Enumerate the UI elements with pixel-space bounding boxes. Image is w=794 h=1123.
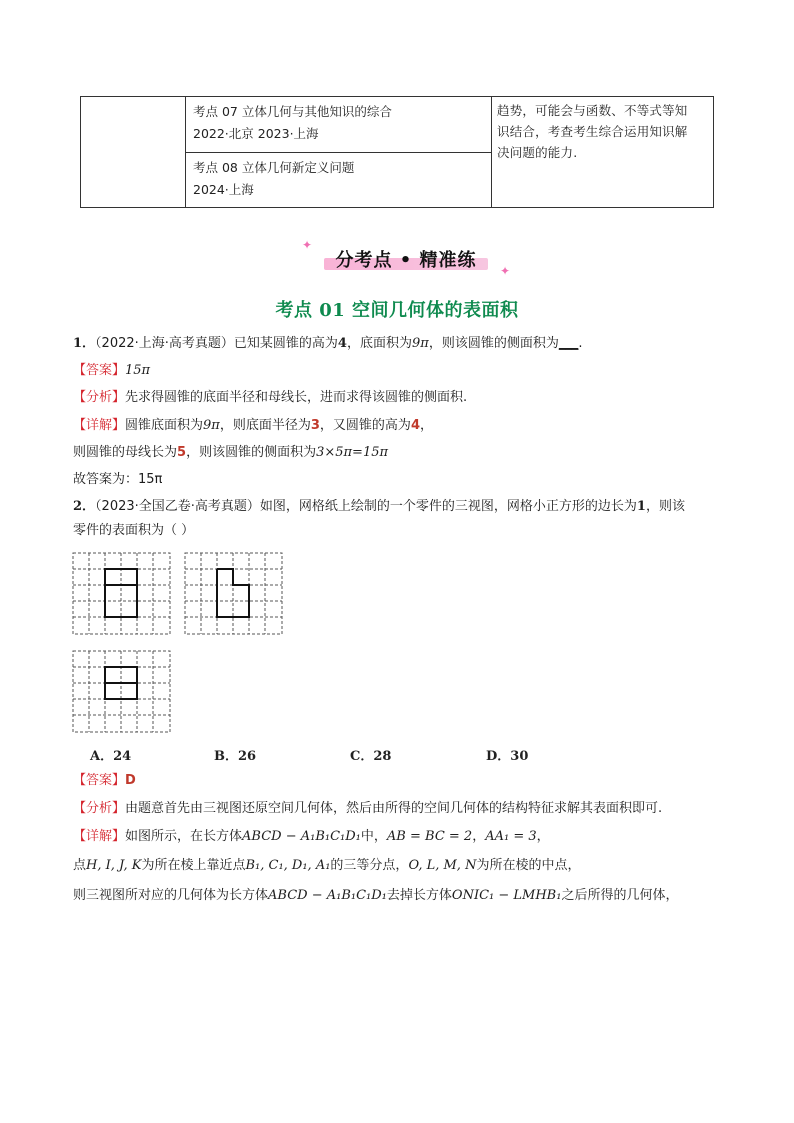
q2-text: 为所在棱的中点， [476,858,581,873]
q1-final: 故答案为：15π [73,472,163,487]
q1-value: 3 [310,418,320,433]
q1-text: 已知某圆锥的高为 [233,336,338,351]
q2-text: 如图所示，在长方体 [125,829,243,844]
q2-analysis-text: 由题意首先由三视图还原空间几何体，然后由所得的空间几何体的结构特征求解其表面积即可. [125,801,663,816]
table-divider [491,97,492,207]
analysis-tag: 【分析】 [73,390,126,405]
q2-answer-value: D [125,773,136,788]
q2-text: 如图，网格纸上绘制的一个零件的三视图，网格小正方形的边长为 [259,499,637,514]
q2-math: AB = BC = 2 [386,829,473,844]
table-right-line: 识结合，考查考生综合运用知识解 [497,124,688,139]
q2-math: ONIC₁ − LMHB₁ [451,888,562,903]
q2-source: （2023·全国乙卷·高考真题） [95,499,260,514]
q1-math: 3×5π=15π [316,445,389,460]
q1-source: （2022·上海·高考真题） [95,336,234,351]
q1-number: 1． [73,336,96,351]
q1-text: ，则该圆锥的侧面积为 [186,445,317,460]
table-divider [185,152,491,153]
section-heading: 考点 01 空间几何体的表面积 [275,300,519,321]
option-a[interactable]: A．24 [90,749,132,764]
answer-tag: 【答案】 [73,363,126,378]
q1-text: ，则该圆锥的侧面积为 [428,336,559,351]
table-right-line: 趋势，可能会与函数、不等式等知 [497,103,688,118]
q1-detail [73,416,433,436]
q2-text: 则三视图所对应的几何体为长方体 [73,888,269,903]
q1-analysis-text: 先求得圆锥的底面半径和母线长，进而求得该圆锥的侧面积. [125,390,468,405]
q1-text: ，则底面半径为 [219,418,311,433]
option-c[interactable]: C．28 [350,749,392,764]
table-right-cell [497,100,709,163]
q1-value: 4 [337,336,347,351]
q2-value: 1 [636,499,646,514]
q2-text: 的三等分点， [330,858,409,873]
q1-math: 9π [411,336,429,351]
q2-text: ， [536,829,550,844]
q2-answer [73,771,136,791]
table-row-1-years: 2022·北京 2023·上海 [193,126,319,141]
q2-text: 之后所得的几何体， [561,888,679,903]
table-row-1-title: 考点 07 立体几何与其他知识的综合 [193,104,392,119]
q2-stem-2: 零件的表面积为（ ） [73,523,195,538]
q2-text: ， [472,829,486,844]
table-row-2-years: 2024·上海 [193,182,254,197]
q2-text: 为所在棱上靠近点 [141,858,246,873]
detail-tag: 【详解】 [73,829,126,844]
analysis-tag: 【分析】 [73,801,126,816]
q1-stem [73,334,582,354]
sparkle-icon: ✦ [302,238,313,252]
q1-answer-value: 15π [125,363,151,378]
option-d[interactable]: D．30 [486,749,529,764]
q2-analysis [73,799,662,819]
q1-text: 则圆锥的母线长为 [73,445,178,460]
q2-detail-2 [73,856,580,876]
detail-tag: 【详解】 [73,418,126,433]
q2-math: B₁, C₁, D₁, A₁ [245,858,331,873]
exam-table [80,96,714,208]
q1-blank: ___ [558,336,579,351]
section-banner [302,238,516,280]
q1-text: . [578,336,583,351]
q1-text: ，又圆锥的高为 [319,418,411,433]
q1-answer [73,361,150,381]
q2-text: 中， [360,829,387,844]
q2-text: 去掉长方体 [386,888,452,903]
q1-text: 圆锥底面积为 [125,418,204,433]
q2-detail-3 [73,886,678,906]
q2-stem [73,497,685,517]
q2-math: O, L, M, N [408,858,477,873]
answer-tag: 【答案】 [73,773,126,788]
q1-text: ， [419,418,433,433]
option-b[interactable]: B．26 [214,749,257,764]
q1-detail-2 [73,443,388,463]
q2-number: 2． [73,499,96,514]
q1-text: ，底面积为 [346,336,412,351]
sparkle-icon: ✦ [500,264,511,278]
top-view-grid [72,650,172,734]
banner-title: 分考点 • 精准练 [335,250,477,271]
q2-text: ，则该 [645,499,685,514]
q1-analysis [73,388,467,408]
q2-math: ABCD − A₁B₁C₁D₁ [268,888,387,903]
front-view-grid [72,552,172,636]
q1-value: 4 [410,418,420,433]
q2-math: AA₁ = 3 [485,829,537,844]
q2-math: H, I, J, K [86,858,142,873]
q1-value: 5 [177,445,187,460]
table-right-line: 决问题的能力. [497,145,578,160]
q1-math: 9π [203,418,220,433]
q2-math: ABCD − A₁B₁C₁D₁ [242,829,361,844]
q2-detail [73,827,550,847]
q2-text: 点 [73,858,87,873]
table-row-2-title: 考点 08 立体几何新定义问题 [193,160,355,175]
side-view-grid [184,552,284,636]
